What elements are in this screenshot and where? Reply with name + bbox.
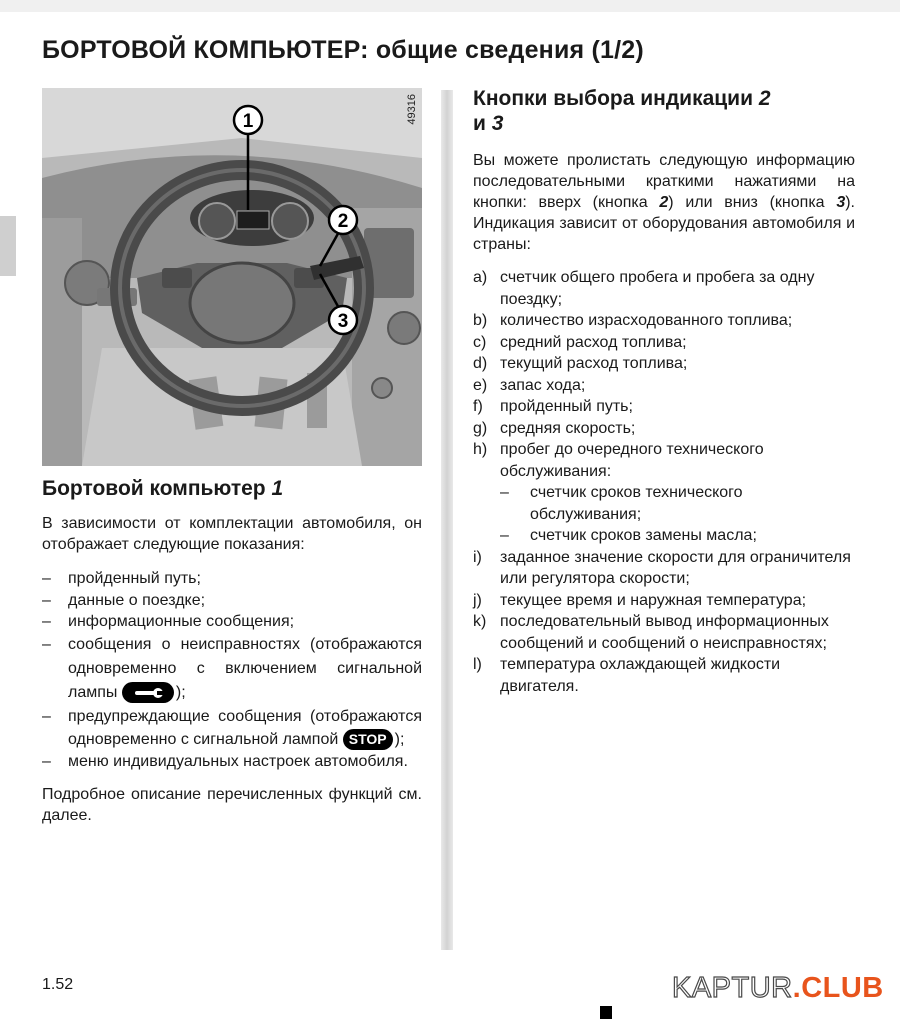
list-item: – предупреждающие сообщения (отображаются одновременно с сигнальной лампой STOP ); bbox=[42, 705, 422, 751]
stop-warning-lamp-icon: STOP bbox=[343, 729, 393, 750]
top-bar bbox=[0, 0, 900, 12]
footer-paragraph: Подробное описание перечисленных функций см. далее. bbox=[42, 786, 422, 824]
list-item: – пройденный путь; bbox=[42, 568, 422, 590]
left-column bbox=[42, 476, 422, 826]
list-item: e) запас хода; bbox=[473, 376, 586, 394]
column-divider bbox=[441, 90, 453, 950]
section-heading-buttons: Кнопки выбора индикации 2 и 3 bbox=[473, 87, 771, 135]
list-item: h) пробег до очередного технического обслуживания: – счетчик сроков технического обслуживания; – счетчик сроков замены масла; bbox=[473, 439, 855, 547]
sub-list-item: – счетчик сроков технического обслуживания; bbox=[500, 482, 855, 525]
dashboard-illustration bbox=[42, 88, 422, 466]
figure-code: 49316 bbox=[406, 94, 418, 125]
list-item: b) количество израсходованного топлива; bbox=[473, 312, 793, 329]
indication-list bbox=[473, 267, 855, 697]
list-item: j) текущее время и наружная температура; bbox=[473, 591, 807, 609]
list-item: c) средний расход топлива; bbox=[473, 333, 687, 351]
page-title: БОРТОВОЙ КОМПЬЮТЕР: общие сведения (1/2) bbox=[42, 36, 644, 64]
wrench-warning-lamp-icon bbox=[122, 682, 174, 703]
list-item: i) заданное значение скорости для ограничителя или регулятора скорости; bbox=[473, 548, 851, 587]
list-item: – меню индивидуальных настроек автомобиля. bbox=[42, 751, 422, 773]
svg-text:3: 3 bbox=[337, 311, 349, 332]
svg-text:2: 2 bbox=[337, 211, 349, 232]
dashboard-drawing bbox=[42, 88, 422, 466]
callout-2 bbox=[329, 206, 357, 234]
list-item: g) средняя скорость; bbox=[473, 419, 636, 437]
callout-3 bbox=[329, 306, 357, 334]
page-number: 1.52 bbox=[42, 976, 74, 993]
list-item: d) текущий расход топлива; bbox=[473, 355, 688, 372]
right-column bbox=[473, 86, 855, 697]
list-item: – информационные сообщения; bbox=[42, 611, 422, 633]
list-item: – данные о поездке; bbox=[42, 590, 422, 612]
list-item: – сообщения о неисправностях (отображаются одновременно с включением сигнальной лампы ); bbox=[42, 633, 422, 705]
list-item: a) счетчик общего пробега и пробега за одну поездку; bbox=[473, 269, 815, 308]
buttons-intro-paragraph: Вы можете пролистать следующую информацию последовательными краткими нажатиями на кнопки: вверх (кнопка 2) или вниз (кнопка 3). Индикация зависит от оборудования автомобиля и страны: bbox=[473, 152, 855, 253]
site-watermark: KAPTUR.CLUB bbox=[672, 972, 884, 1004]
maintenance-sub-list bbox=[500, 482, 855, 547]
section-heading-computer: Бортовой компьютер 1 bbox=[42, 477, 284, 500]
display-list bbox=[42, 568, 422, 772]
list-item: f) пройденный путь; bbox=[473, 398, 633, 415]
list-item: l) температура охлаждающей жидкости двигателя. bbox=[473, 656, 781, 695]
intro-paragraph: В зависимости от комплектации автомобиля, он отображает следующие показания: bbox=[42, 515, 422, 553]
sub-list-item: – счетчик сроков замены масла; bbox=[500, 525, 855, 547]
svg-text:1: 1 bbox=[242, 111, 254, 132]
callout-1 bbox=[234, 106, 262, 134]
corner-mark bbox=[600, 1006, 612, 1019]
side-tab bbox=[0, 216, 16, 276]
list-item: k) последовательный вывод информационных сообщений и сообщений о неисправностях; bbox=[473, 613, 829, 652]
